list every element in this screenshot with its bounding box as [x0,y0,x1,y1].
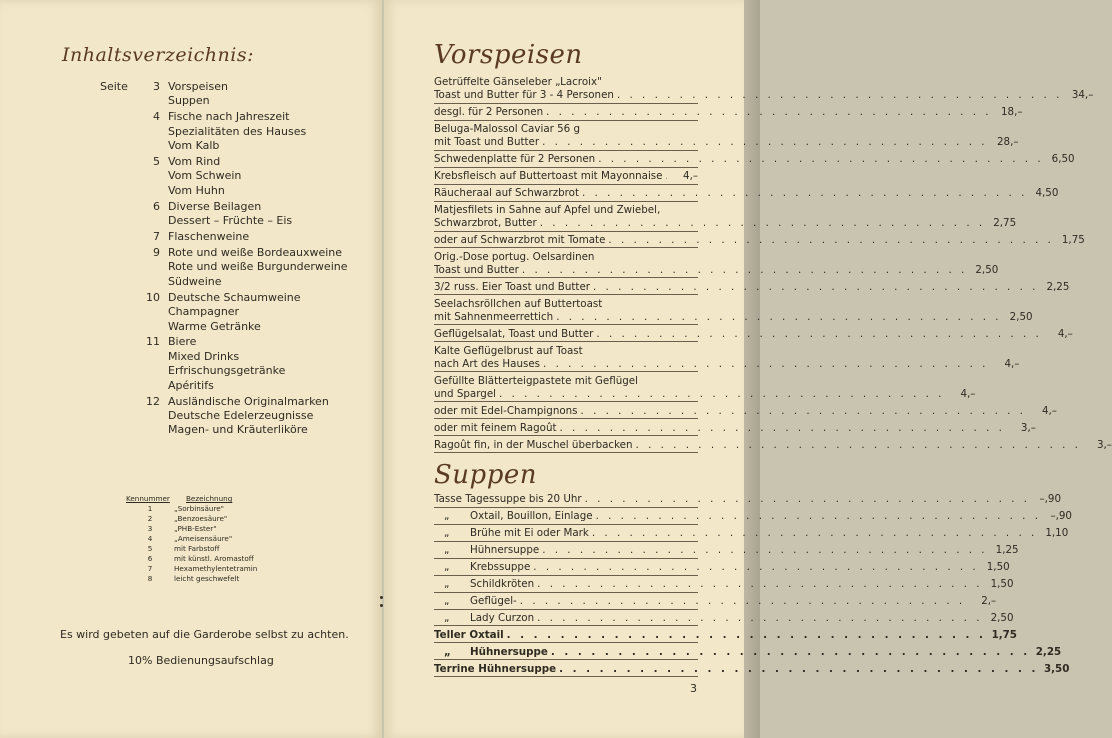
menu-item-name: 3/2 russ. Eier Toast und Butter [434,280,591,293]
toc-entry [100,395,348,438]
additive-legend [126,494,257,584]
menu-item [434,297,1033,326]
toc-item: Diverse Beilagen [168,199,262,213]
menu-item-price: 28,– [996,135,1019,148]
toc-entry [100,155,348,198]
toc-page-number: 5 [153,155,160,169]
menu-item-line [434,577,1014,591]
toc-item: Spezialitäten des Hauses [168,124,307,138]
menu-item-line [434,76,698,89]
toc-entry [100,80,348,109]
menu-item-line [434,233,1085,247]
menu-item [434,526,1069,542]
legend-description: Hexamethylentetramin [174,564,258,573]
toc-item: Vom Rind [168,155,221,169]
toc-item: Apéritifs [168,378,214,392]
leader-dots: . . . . . . . . . . . . . . . . . . . . . . . . . . . . . . . . . . . . [537,611,983,624]
menu-item-price: 1,75 [1061,233,1085,246]
menu-item [434,344,1020,373]
legend-row [126,534,257,544]
leader-dots: . . . . . . . . . . . . . . . . . . . . . . . . . . . . . . . . . . . . [596,327,1042,340]
toc-items [168,110,306,153]
page-number: 3 [690,682,697,695]
menu-item [434,105,1023,121]
menu-item-price: 3,50 [1043,662,1070,675]
legend-description: mit künstl. Aromastoff [174,554,254,563]
menu-item-line [434,421,1036,435]
toc-item: Deutsche Schaumweine [168,290,301,304]
menu-item-line [434,251,698,264]
menu-item-name: Schwarzbrot, Butter [434,216,537,229]
toc-items [168,80,228,109]
menu-item-line [434,357,1020,371]
menu-item [434,152,1075,168]
menu-item-line [434,543,1019,557]
toc-seite-label [100,291,138,334]
toc-item: Vorspeisen [168,80,228,93]
menu-item-price: 2,75 [993,216,1017,229]
toc-item: Rote und weiße Burgunderweine [168,260,348,274]
menu-item-line [434,611,1014,625]
table-of-contents [100,80,348,439]
menu-item-line [434,345,698,358]
toc-page-number: 3 [153,80,160,93]
toc-item: Warme Getränke [168,319,261,333]
menu-item-price: 4,– [683,169,698,182]
menu-item [434,594,997,610]
menu-item-line [434,438,1112,452]
menu-item-name: „ Lady Curzon [434,612,534,625]
menu-item-name: „ Hühnersuppe [434,544,539,557]
menu-item [434,421,1036,437]
menu-item-name: Beluga-Malossol Caviar 56 g [434,122,581,135]
menu-item-line [434,186,1059,200]
leader-dots: . . . . . . . . . . . . . . . . . . . . . . . . . . . . . . . . . . . . [537,577,983,590]
menu-item-name: „ Schildkröten [434,578,534,591]
menu-item-price: 1,50 [990,577,1014,590]
leader-dots: . . . . . . . . . . . . . . . . . . . . . . . . . . . . . . . . . . . . [519,594,966,607]
legend-number: 8 [147,574,153,583]
menu-item-name: „ Oxtail, Bouillon, Einlage [434,510,593,523]
legend-number: 6 [147,554,153,563]
leader-dots: . . . . . . . . . . . . . . . . . . . . . . . . . . . . . . . . . . . . [542,135,988,148]
menu-item [434,560,1010,576]
menu-item-price: 34,– [1071,89,1094,101]
toc-page-number: 12 [146,394,160,408]
leader-dots: . . . . . . . . . . . . . . . . . . . . . . . . . . . . . . . . . . . . [556,310,1002,323]
toc-seite-label [100,155,138,198]
menu-item [434,628,1017,644]
menu-item-price: 3,– [1020,421,1036,434]
menu-item-line [434,152,1075,166]
toc-entry [100,110,348,153]
menu-item [434,233,1085,249]
menu-item-name: Gefüllte Blätterteigpastete mit Geflügel [434,374,638,387]
menu-item-name: mit Toast und Butter [434,135,540,148]
legend-number: 1 [147,504,153,513]
leader-dots: . . . . . . . . . . . . . . . . . . . . . . . . . . . . . . . . . . . . [580,404,1026,417]
menu-item-line [434,509,1072,523]
leader-dots: . . . . . . . . . . . . . . . . . . . . . . . . . . . . . . . . . . . . [539,216,986,229]
menu-item-line [434,89,1094,102]
legend-col-desc: Bezeichnung [186,494,233,503]
vorspeisen-list [434,76,1112,456]
menu-item-price: 2,25 [1046,280,1070,293]
leader-dots: . . . . . . . . . . . . . . . . . . . . . . . . . . . . . . . . . . . . [581,186,1028,199]
toc-page-number: 10 [146,290,160,304]
legend-description: leicht geschwefelt [174,574,240,583]
legend-row [126,544,257,554]
leader-dots: . . . . . . . . . . . . . . . . . . . . . . . . . . . . . . . . . . . . [559,662,1039,675]
menu-item [434,493,1062,508]
toc-seite-label [100,230,138,244]
leader-dots: . . . . . . . . . . . . . . . . . . . . . . . . . . . . . . . . . . . . [584,493,1031,505]
menu-item [434,404,1057,420]
toc-item: Fische nach Jahreszeit [168,110,290,124]
leader-dots: . . . . . . . . . . . . . . . . . . . . . . . . . . . . . . . . . . . . [542,543,988,556]
menu-item-price: 4,– [1041,404,1057,417]
menu-item-line [434,263,999,277]
toc-items [168,291,301,334]
toc-item: Magen- und Kräuterliköre [168,423,308,437]
menu-item-line [434,404,1057,418]
menu-item-price: 2,50 [1009,310,1033,323]
vorspeisen-title: Vorspeisen [434,40,583,70]
menu-item-price: 4,50 [1035,186,1059,199]
menu-item [434,122,1019,151]
menu-item-line [434,310,1033,324]
menu-item [434,509,1072,525]
toc-items [168,395,329,438]
leader-dots: . . . . . . . . . . . . . . . . . . . . . . . . . . . . . . . . . . . . [598,152,1044,165]
toc-seite-label [100,395,138,438]
toc-page-number: 11 [146,335,160,349]
menu-item-line [434,123,698,136]
menu-item-name: Krebsfleisch auf Buttertoast mit Mayonnaise [434,169,663,182]
legend-number: 5 [147,544,153,553]
legend-row [126,504,257,514]
legend-number: 2 [147,514,153,523]
leader-dots: . . . . . . . . . . . . . . . . . . . . . . . . . . . . . . . . . . . . [533,560,979,573]
leader-dots: . . . . . . . . . . . . . . . . . . . . . . . . . . . . . . . . . . . . [616,89,1063,101]
menu-item [434,203,1017,232]
legend-row [126,514,257,524]
toc-page-number: 7 [153,230,160,244]
staple-hole [380,604,383,607]
menu-item-price: 2,25 [1035,645,1062,658]
legend-row [126,524,257,534]
menu-item-price: 4,– [1057,327,1073,340]
menu-item-price: 1,25 [995,543,1019,556]
menu-item [434,186,1059,202]
toc-seite-label [100,335,138,393]
leader-dots: . . . . . . . . . . . . . . . . . . . . . . . . . . . . . . . . . . . . [521,263,968,276]
toc-item: Suppen [168,94,210,108]
menu-item [434,170,698,185]
toc-item: Rote und weiße Bordeauxweine [168,245,343,259]
legend-row [126,554,257,564]
menu-item-line [434,493,1062,506]
toc-entry [100,246,348,289]
toc-items [168,335,285,393]
menu-item-price: 1,10 [1045,526,1069,539]
menu-item-line [434,645,1062,659]
menu-item-price: 6,50 [1051,152,1075,165]
menu-item-name: Teller Oxtail [434,628,504,641]
menu-item-price: 3,– [1096,438,1112,451]
toc-seite-label [100,246,138,289]
leader-dots: . . . . . . . . . . . . . . . . . . . . . . . . . . . . . . . . . . . . [608,233,1054,246]
menu-item-price: 4,– [960,387,976,400]
menu-item-name: „ Geflügel- [434,595,517,608]
menu-item [434,280,1070,296]
menu-item-line [434,387,976,401]
toc-entry [100,335,348,393]
toc-item: Deutsche Edelerzeugnisse [168,408,314,422]
menu-item-price: –,90 [1039,493,1062,505]
suppen-title: Suppen [434,460,537,490]
leader-dots [666,170,667,183]
leader-dots: . . . . . . . . . . . . . . . . . . . . . . . . . . . . . . . . . . . . [591,526,1038,539]
legend-rows [126,504,257,584]
menu-item-line [434,594,997,608]
toc-entry [100,291,348,334]
toc-entry [100,200,348,229]
legend-description: mit Farbstoff [174,544,220,553]
menu-item-line [434,327,1073,341]
leader-dots: . . . . . . . . . . . . . . . . . . . . . . . . . . . . . . . . . . . . [559,421,1005,434]
toc-seite-label [100,110,138,153]
menu-item-line [434,628,1017,642]
menu-item-line [434,662,1070,676]
menu-item-line [434,216,1017,230]
menu-item-price: 1,75 [991,628,1017,641]
menu-item-line [434,170,698,183]
legend-number: 3 [147,524,153,533]
leader-dots: . . . . . . . . . . . . . . . . . . . . . . . . . . . . . . . . . . . . [635,438,1081,451]
menu-item [434,438,1112,454]
menu-item-price: –,90 [1050,509,1072,522]
menu-item [434,76,1094,104]
toc-item: Erfrischungsgetränke [168,364,286,378]
service-charge-note: 10% Bedienungsaufschlag [128,654,274,667]
menu-item-name: Toast und Butter für 3 - 4 Personen [434,89,614,101]
menu-item [434,611,1014,627]
leader-dots: . . . . . . . . . . . . . . . . . . . . . . . . . . . . . . . . . . . . [506,628,986,641]
menu-item-line [434,280,1070,294]
toc-title: Inhaltsverzeichnis: [62,44,255,66]
menu-item [434,250,999,279]
menu-item [434,662,1070,678]
menu-item-name: Geflügelsalat, Toast und Butter [434,327,594,340]
legend-number: 4 [147,534,153,543]
menu-item-name: Ragoût fin, in der Muschel überbacken [434,438,633,451]
toc-entry [100,230,348,244]
menu-item-line [434,105,1023,119]
menu-item-line [434,135,1019,149]
legend-description: „Ameisensäure" [174,534,233,543]
menu-item-name: Toast und Butter [434,263,519,276]
menu-item [434,645,1062,661]
toc-item: Flaschenweine [168,230,250,244]
menu-item-name: und Spargel [434,387,497,400]
legend-row [126,574,257,584]
menu-item-line [434,204,698,217]
menu-item-name: mit Sahnenmeerrettich [434,310,554,323]
menu-item-name: „ Krebssuppe [434,561,530,574]
suppen-list [434,493,1072,680]
legend-header [126,494,257,504]
toc-item: Vom Huhn [168,183,225,197]
legend-col-num: Kennummer [126,494,170,503]
toc-item: Mixed Drinks [168,349,240,363]
menu-item-name: Getrüffelte Gänseleber „Lacroix" [434,76,602,88]
menu-item-name: oder mit Edel-Champignons [434,404,578,417]
toc-item: Biere [168,335,197,349]
menu-item-name: Matjesfilets in Sahne auf Apfel und Zwiebel, [434,203,661,216]
toc-page-number: 9 [153,245,160,259]
menu-item-price: 18,– [1000,105,1023,118]
toc-item: Vom Kalb [168,139,220,153]
menu-item-name: „ Brühe mit Ei oder Mark [434,527,589,540]
menu-item-name: oder mit feinem Ragoût [434,421,557,434]
menu-item-line [434,375,698,388]
legend-description: „Sorbinsäure" [174,504,224,513]
leader-dots: . . . . . . . . . . . . . . . . . . . . . . . . . . . . . . . . . . . . [546,105,992,118]
menu-item-line [434,298,698,311]
toc-seite-label: Seite [100,80,128,93]
toc-page-number: 4 [153,110,160,124]
menu-item-name: Seelachsröllchen auf Buttertoast [434,297,603,310]
menu-item-name: „ Hühnersuppe [434,646,548,659]
menu-item-price: 4,– [1004,357,1020,370]
leader-dots: . . . . . . . . . . . . . . . . . . . . . . . . . . . . . . . . . . . . [593,280,1039,293]
toc-item: Champagner [168,305,240,319]
menu-item-price: 2,50 [975,263,999,276]
leader-dots: . . . . . . . . . . . . . . . . . . . . . . . . . . . . . . . . . . . . [499,387,945,400]
staple-hole [380,596,383,599]
toc-item: Vom Schwein [168,169,242,183]
menu-item-price: 2,50 [990,611,1014,624]
toc-page-number: 6 [153,199,160,213]
menu-item-name: Schwedenplatte für 2 Personen [434,152,596,165]
menu-item-name: Terrine Hühnersuppe [434,662,557,675]
menu-item-name: Räucheraal auf Schwarzbrot [434,186,579,199]
toc-items [168,200,292,229]
cloakroom-note: Es wird gebeten auf die Garderobe selbst zu achten. [60,628,349,641]
left-page [0,0,382,738]
menu-item [434,543,1019,559]
legend-number: 7 [147,564,153,573]
menu-item-name: nach Art des Hauses [434,357,541,370]
menu-item-name: Tasse Tagessuppe bis 20 Uhr [434,493,582,505]
toc-item: Südweine [168,274,222,288]
menu-item-price: 1,50 [986,560,1010,573]
legend-description: „PHB-Ester" [174,524,217,533]
menu-item [434,577,1014,593]
toc-items [168,155,241,198]
legend-description: „Benzoesäure" [174,514,228,523]
menu-item-line [434,560,1010,574]
leader-dots: . . . . . . . . . . . . . . . . . . . . . . . . . . . . . . . . . . . . [595,509,1041,522]
menu-item [434,374,976,403]
leader-dots: . . . . . . . . . . . . . . . . . . . . . . . . . . . . . . . . . . . . [543,357,989,370]
toc-seite-label [100,200,138,229]
toc-items [168,230,249,244]
menu-item-name: Orig.-Dose portug. Oelsardinen [434,250,595,263]
menu-item [434,327,1073,343]
toc-item: Ausländische Originalmarken [168,394,329,408]
legend-row [126,564,257,574]
menu-item-name: oder auf Schwarzbrot mit Tomate [434,233,606,246]
toc-items [168,246,348,289]
menu-item-line [434,526,1069,540]
toc-item: Dessert – Früchte – Eis [168,214,293,228]
leader-dots: . . . . . . . . . . . . . . . . . . . . . . . . . . . . . . . . . . . . [550,645,1031,658]
menu-item-name: Kalte Geflügelbrust auf Toast [434,344,583,357]
menu-item-name: desgl. für 2 Personen [434,105,544,118]
menu-item-price: 2,– [981,594,997,607]
